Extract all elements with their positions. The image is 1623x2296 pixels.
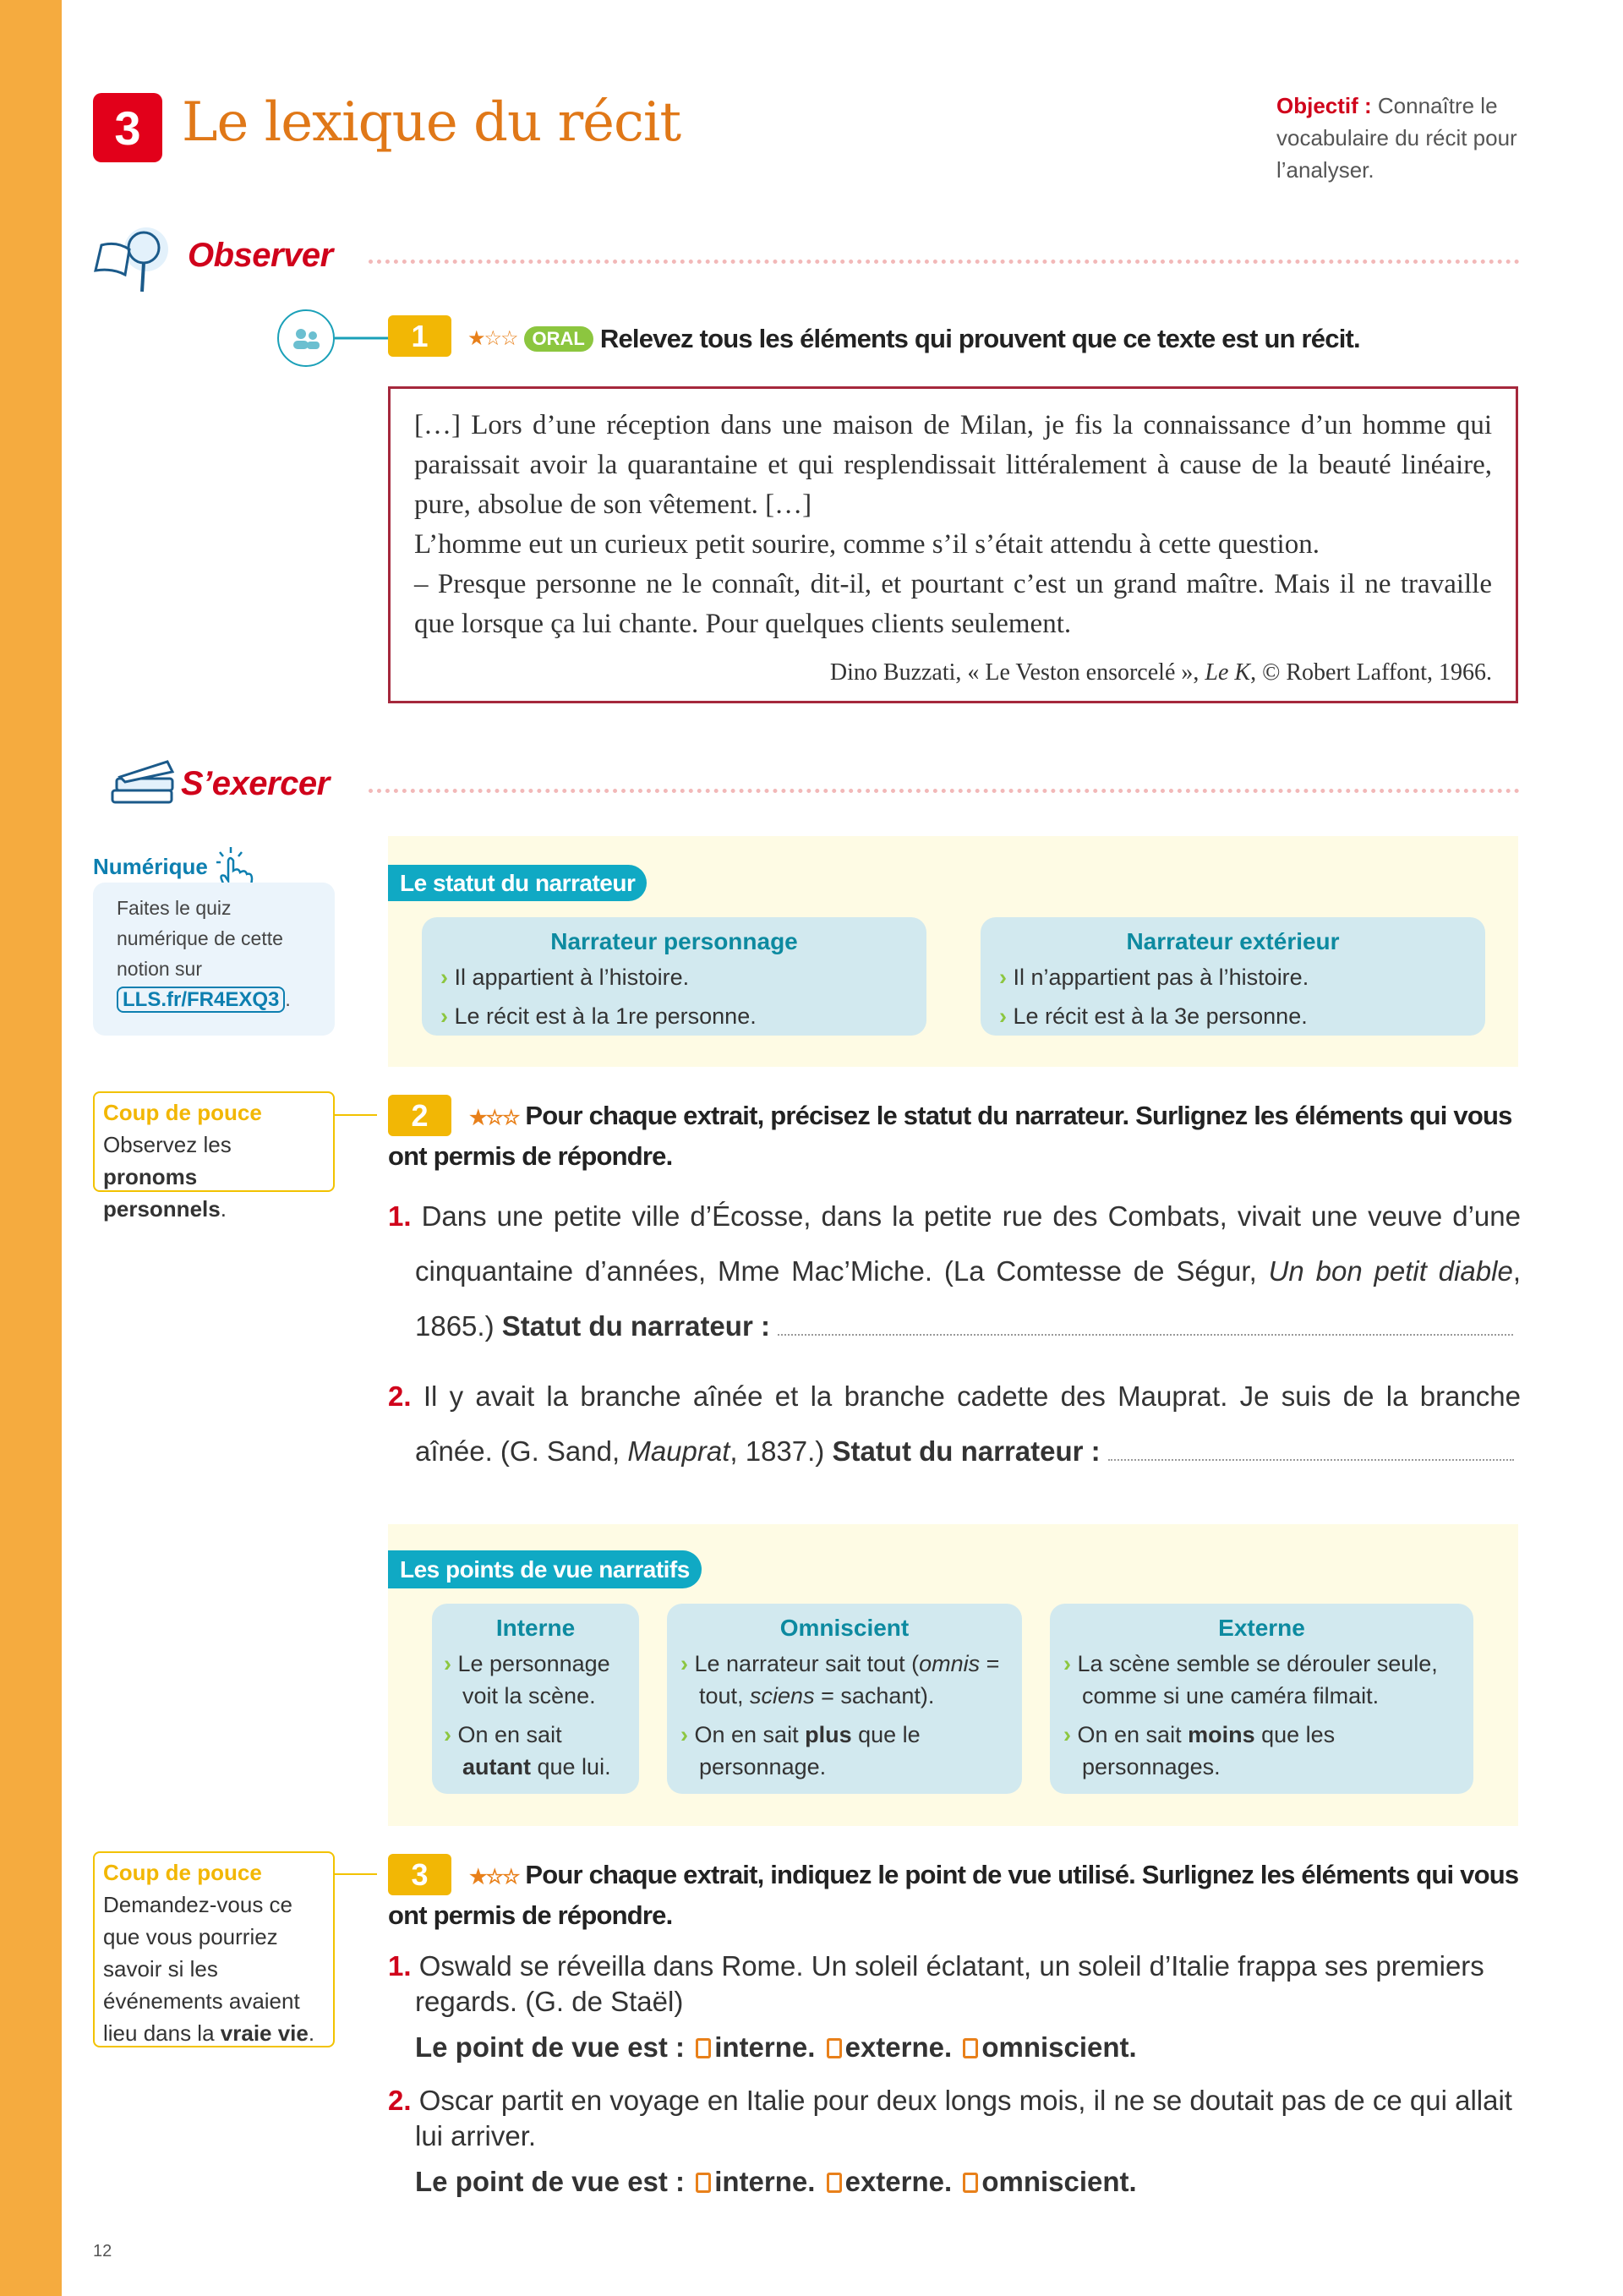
hint-title: Coup de pouce xyxy=(103,1860,262,1885)
card-narrateur-exterieur xyxy=(981,917,1485,1036)
lesson-tag: Le statut du narrateur xyxy=(388,865,647,901)
hint-connector xyxy=(335,1114,377,1116)
exercise-item: 2. Oscar partit en voyage en Italie pour deux longs mois, il ne se doutait pas de ce qui allait lui arriver. Le point de vue est : interne. externe. omniscient. xyxy=(388,2083,1521,2200)
exercise-number-2: 2 xyxy=(388,1095,451,1136)
hint-connector xyxy=(335,1873,377,1875)
source-book: Le K xyxy=(1205,659,1251,686)
checkbox-interne[interactable] xyxy=(696,2038,711,2058)
answer-line[interactable] xyxy=(778,1334,1513,1336)
numerique-text: Faites le quiz numérique de cette notion sur xyxy=(117,897,283,980)
dotted-divider xyxy=(369,789,1520,793)
hint-text: Observez les xyxy=(103,1132,232,1157)
card-item: › Le récit est à la 1re personne. xyxy=(440,1003,757,1029)
exercise-number-3: 3 xyxy=(388,1854,451,1895)
punctuation: . xyxy=(285,988,291,1010)
card-item: › Le narrateur sait tout (omnis = tout, sciens = sachant). xyxy=(680,1651,1000,1708)
card-narrateur-personnage xyxy=(422,917,926,1036)
hint-box xyxy=(93,1851,335,2047)
card-item: › Le personnage voit la scène. xyxy=(444,1651,610,1708)
card-item: › On en sait plus que le personnage. xyxy=(680,1722,921,1779)
answer-line[interactable] xyxy=(1108,1459,1514,1461)
hint-bold: pronoms personnels xyxy=(103,1164,221,1222)
section-title-observer: Observer xyxy=(188,237,333,274)
objective-label: Objectif : xyxy=(1276,93,1372,118)
source-publisher: , © Robert Laffont, 1966. xyxy=(1250,659,1492,686)
checkbox-interne[interactable] xyxy=(696,2173,711,2193)
instruction-text: Pour chaque extrait, indiquez le point de vue utilisé. Surlignez les éléments qui vous ont permis de répondre. xyxy=(388,1860,1519,1930)
checkbox-omniscient[interactable] xyxy=(963,2038,978,2058)
excerpt-paragraph: L’homme eut un curieux petit sourire, comme s’il s’était attendu à cette question. xyxy=(414,529,1320,560)
hint-text: Demandez-vous ce que vous pourriez savoir si les événements avaient lieu dans la xyxy=(103,1892,300,2046)
answer-choices: Le point de vue est : interne. externe. omniscient. xyxy=(415,2166,1137,2197)
exercise-instruction xyxy=(388,1856,1521,1934)
books-icon xyxy=(108,757,180,812)
page-title: Le lexique du récit xyxy=(182,91,681,154)
difficulty-stars: ★☆☆ xyxy=(469,1866,519,1889)
group-work-icon xyxy=(276,308,394,369)
card-item: › Le récit est à la 3e personne. xyxy=(999,1003,1308,1029)
text-excerpt xyxy=(388,386,1518,703)
hint-bold: vraie vie xyxy=(220,2020,309,2046)
card-title: Omniscient xyxy=(779,1615,910,1641)
source-author: Dino Buzzati, « Le Veston ensorcelé », xyxy=(829,659,1205,686)
card-omniscient xyxy=(667,1604,1022,1794)
punctuation: . xyxy=(308,2020,315,2046)
difficulty-stars: ★☆☆ xyxy=(467,327,517,350)
quiz-link[interactable]: LLS.fr/FR4EXQ3 xyxy=(117,987,285,1013)
checkbox-externe[interactable] xyxy=(827,2038,842,2058)
numerique-label: Numérique xyxy=(93,854,208,879)
oral-badge: ORAL xyxy=(524,326,593,352)
card-title: Interne xyxy=(495,1615,576,1641)
objective-text: Connaître le vocabulaire du récit pour l’analyser. xyxy=(1276,93,1517,183)
card-item: › Il appartient à l’histoire. xyxy=(440,965,690,990)
card-title: Narrateur extérieur xyxy=(1126,928,1340,954)
excerpt-paragraph: […] Lors d’une réception dans une maison de Milan, je fis la connaissance d’un homme qui paraissait avoir la quarantaine et qui resplendissait littéralement à cause de la beauté linéaire, pure, absolue de son vêtement. […] xyxy=(414,410,1492,520)
objective xyxy=(1276,90,1547,186)
card-item: › Il n’appartient pas à l’histoire. xyxy=(999,965,1309,990)
card-interne xyxy=(432,1604,639,1794)
checkbox-externe[interactable] xyxy=(827,2173,842,2193)
excerpt-source xyxy=(414,653,1492,692)
card-title: Narrateur personnage xyxy=(550,928,798,954)
difficulty-stars: ★☆☆ xyxy=(469,1107,519,1129)
card-item: › On en sait moins que les personnages. xyxy=(1063,1722,1336,1779)
answer-choices: Le point de vue est : interne. externe. omniscient. xyxy=(415,2031,1137,2063)
page-margin-band xyxy=(0,0,62,2296)
exercise-number-1: 1 xyxy=(388,315,451,357)
exercise-instruction xyxy=(388,1096,1521,1175)
punctuation: . xyxy=(220,1196,227,1222)
exercise-item: 2. Il y avait la branche aînée et la branche cadette des Mauprat. Je suis de la branche aînée. (G. Sand, Mauprat, 1837.) Statut du narrateur : xyxy=(388,1380,1522,1467)
section-title-exercer: S’exercer xyxy=(181,765,330,802)
card-item: › La scène semble se dérouler seule, comme si une caméra filmait. xyxy=(1063,1651,1438,1708)
exercise-instruction: Relevez tous les éléments qui prouvent que ce texte est un récit. xyxy=(599,324,1360,353)
exercise-item: 1. Dans une petite ville d’Écosse, dans la petite rue des Combats, vivait une veuve d’une cinquantaine d’années, Mme Mac’Miche. (La Comtesse de Ségur, Un bon petit diable, 1865.) Statut du narrateur : xyxy=(388,1200,1521,1342)
chapter-number-badge: 3 xyxy=(93,93,162,162)
card-item: › On en sait autant que lui. xyxy=(444,1722,611,1779)
lesson-tag: Les points de vue narratifs xyxy=(388,1550,702,1588)
hint-title: Coup de pouce xyxy=(103,1100,262,1125)
excerpt-paragraph: – Presque personne ne le connaît, dit-il, et pourtant c’est un grand maître. Mais il ne travaille que lorsque ça lui chante. Pour quelques clients seulement. xyxy=(414,569,1492,639)
dotted-divider xyxy=(369,260,1520,264)
card-title: Externe xyxy=(1218,1615,1305,1641)
page-number: 12 xyxy=(93,2242,112,2260)
hint-box xyxy=(93,1091,335,1222)
exercise-item: 1. Oswald se réveilla dans Rome. Un soleil éclatant, un soleil d’Italie frappa ses premiers regards. (G. de Staël) Le point de vue est : interne. externe. omniscient. xyxy=(388,1949,1521,2065)
book-magnifier-icon xyxy=(91,224,180,296)
instruction-text: Pour chaque extrait, précisez le statut du narrateur. Surlignez les éléments qui vous ont permis de répondre. xyxy=(388,1101,1512,1171)
numerique-box xyxy=(93,883,335,1036)
card-externe xyxy=(1050,1604,1473,1794)
checkbox-omniscient[interactable] xyxy=(963,2173,978,2193)
